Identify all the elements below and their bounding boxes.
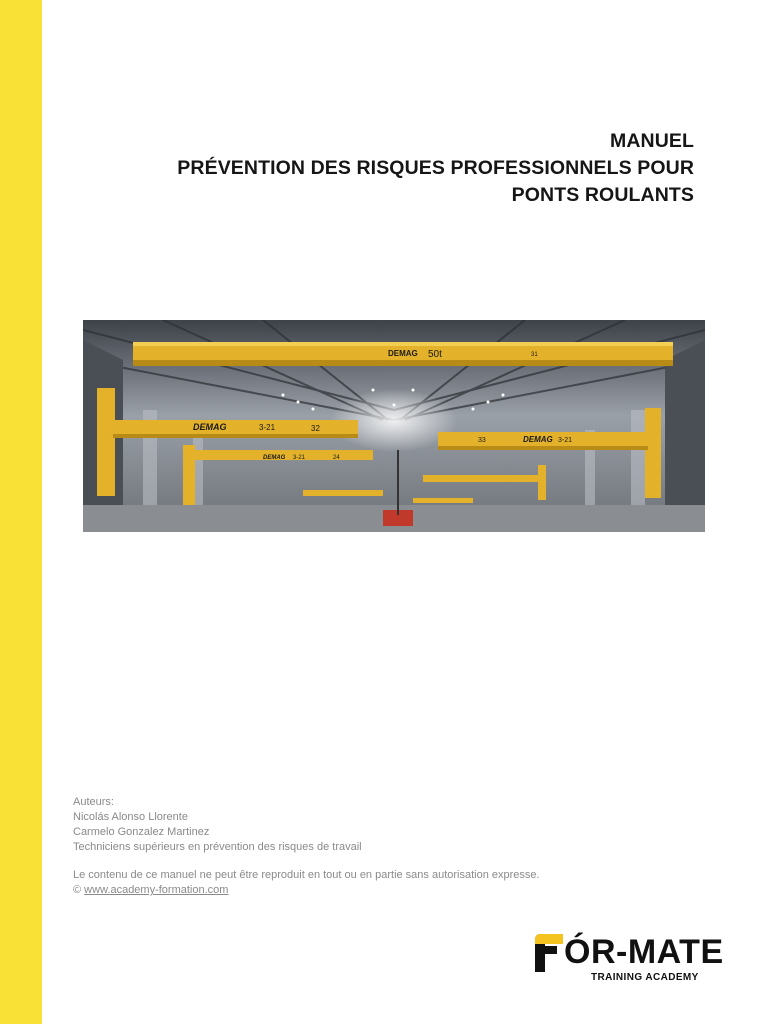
crane-hall-illustration <box>83 320 705 532</box>
main-crane-capacity: 50t <box>428 349 442 360</box>
left-jib1-number: 32 <box>311 424 320 433</box>
right-jib1-brand: DEMAG <box>523 435 553 444</box>
credits-block <box>73 795 633 898</box>
author-1: Nicolás Alonso Llorente <box>73 811 188 823</box>
left-jib2-brand: DEMAG <box>263 455 286 461</box>
authors-role: Techniciens supérieurs en prévention des risques de travail <box>73 841 362 853</box>
logo-subtitle: TRAINING ACADEMY <box>591 972 699 983</box>
title-line-3: PONTS ROULANTS <box>511 184 694 206</box>
left-jib2-number: 24 <box>333 455 340 461</box>
copyright-symbol: © <box>73 884 82 896</box>
copyright-notice: Le contenu de ce manuel ne peut être reproduit en tout ou en partie sans autorisation expresse. <box>73 869 540 881</box>
yellow-side-band <box>0 0 42 1024</box>
logo-f-mark <box>535 932 563 972</box>
website-link[interactable]: www.academy-formation.com <box>84 884 229 896</box>
logo-wordmark <box>535 930 724 974</box>
title-line-1: MANUEL <box>609 130 694 152</box>
copyright-line <box>73 883 633 898</box>
logo-name: ÓR-MATE <box>564 933 724 971</box>
left-jib2-model: 3-21 <box>293 455 306 461</box>
main-crane-brand: DEMAG <box>388 349 418 358</box>
cover-photo-overhead-cranes <box>83 320 705 532</box>
right-jib1-number: 33 <box>478 437 486 444</box>
formate-logo <box>535 930 725 990</box>
left-jib1-model: 3-21 <box>259 423 276 432</box>
title-line-2: PRÉVENTION DES RISQUES PROFESSIONNELS POUR <box>177 157 694 179</box>
document-title <box>94 128 694 209</box>
main-crane-number: 31 <box>531 352 538 358</box>
author-2: Carmelo Gonzalez Martinez <box>73 826 210 838</box>
right-jib1-model: 3-21 <box>558 437 573 444</box>
authors-label: Auteurs: <box>73 796 114 808</box>
left-jib1-brand: DEMAG <box>193 422 227 432</box>
